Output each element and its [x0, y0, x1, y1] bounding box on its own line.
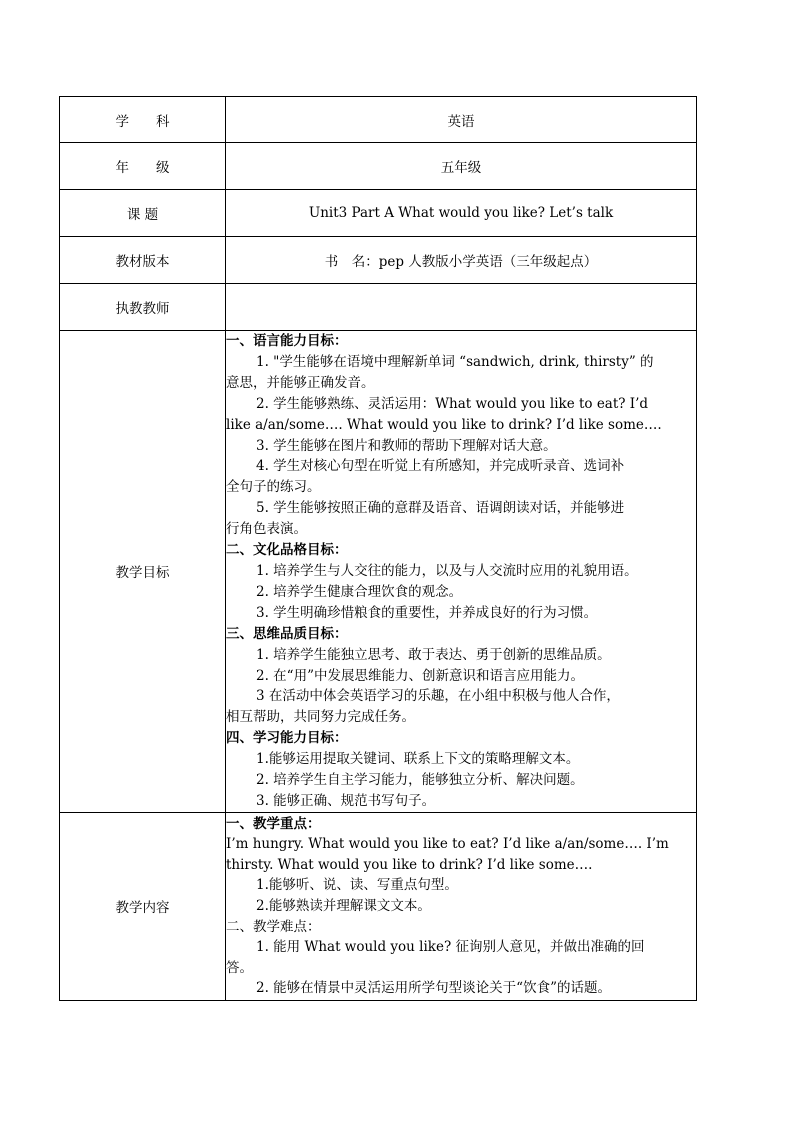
- objective-line: 全句子的练习。: [226, 479, 321, 496]
- objective-line: 3. 学生明确珍惜粮食的重要性，并养成良好的行为习惯。: [256, 604, 598, 621]
- content-line: 2.能够熟读并理解课文文本。: [256, 898, 431, 915]
- objective-line: 3. 学生能够在图片和教师的帮助下理解对话大意。: [256, 437, 557, 454]
- teacher-value: [226, 284, 697, 331]
- objectives-row: [60, 331, 697, 813]
- grade-row: [60, 143, 697, 190]
- content-heading-difficulties: 二、教学难点：: [226, 918, 321, 935]
- objective-line: 3 在活动中体会英语学习的乐趣，在小组中积极与他人合作，: [256, 688, 620, 705]
- objective-heading-language: 一、语言能力目标：: [226, 333, 348, 349]
- objective-line: 4. 学生对核心句型在听觉上有所感知，并完成听录音、选词补: [256, 458, 625, 475]
- grade-value: 五年级: [226, 143, 697, 190]
- objective-line: 相互帮助，共同努力完成任务。: [226, 709, 415, 726]
- content-line: 1. 能用 What would you like? 征询别人意见，并做出准确的回: [256, 939, 645, 956]
- content-line: thirsty. What would you like to drink? I’d like some….: [226, 856, 593, 873]
- objective-line: 2. 在“用”中发展思维能力、创新意识和语言应用能力。: [256, 667, 584, 684]
- objective-heading-thinking: 三、思维品质目标：: [226, 625, 348, 642]
- objective-heading-learning: 四、学习能力目标：: [226, 730, 348, 747]
- topic-label: 课 题: [60, 190, 226, 237]
- content-line: I’m hungry. What would you like to eat? I’d like a/an/some…. I’m: [226, 836, 669, 853]
- textbook-value: 书 名：pep 人教版小学英语（三年级起点）: [226, 237, 697, 284]
- content-line: 答。: [226, 959, 253, 976]
- objective-line: 5. 学生能够按照正确的意群及语音、语调朗读对话，并能够进: [256, 500, 625, 517]
- textbook-row: [60, 237, 697, 284]
- textbook-label: 教材版本: [60, 237, 226, 284]
- objective-line: 2. 培养学生健康合理饮食的观念。: [256, 583, 463, 600]
- objective-line: 2. 学生能够熟练、灵活运用：What would you like to eat? I’d: [256, 395, 649, 412]
- teacher-label: 执教教师: [60, 284, 226, 331]
- subject-value: 英语: [226, 97, 697, 143]
- content-body: [226, 812, 697, 1000]
- content-line: 2. 能够在情景中灵活运用所学句型谈论关于“饮食”的话题。: [256, 980, 611, 997]
- content-row: [60, 812, 697, 1000]
- subject-label: 学 科: [60, 97, 226, 143]
- objective-line: 1. 培养学生能独立思考、敢于表达、勇于创新的思维品质。: [256, 646, 611, 663]
- objective-line: 1. "学生能够在语境中理解新单词 “sandwich, drink, thirsty” 的: [256, 353, 654, 370]
- objective-line: 行角色表演。: [226, 521, 307, 538]
- objective-line: 2. 培养学生自主学习能力，能够独立分析、解决问题。: [256, 772, 584, 789]
- objectives-body: [226, 331, 697, 813]
- objective-heading-culture: 二、文化品格目标：: [226, 542, 348, 559]
- content-heading-key-points: 一、教学重点：: [226, 815, 321, 832]
- grade-label: 年 级: [60, 143, 226, 190]
- teacher-row: [60, 284, 697, 331]
- objective-line: 意思，并能够正确发音。: [226, 374, 375, 391]
- content-line: 1.能够听、说、读、写重点句型。: [256, 877, 458, 894]
- objective-line: like a/an/some…. What would you like to drink? I’d like some….: [226, 416, 662, 433]
- content-label: 教学内容: [60, 812, 226, 1000]
- topic-value: Unit3 Part A What would you like? Let’s talk: [226, 190, 697, 237]
- objective-line: 1. 培养学生与人交往的能力，以及与人交流时应用的礼貌用语。: [256, 562, 638, 579]
- lesson-plan-table: [59, 96, 697, 1001]
- topic-row: [60, 190, 697, 237]
- objective-line: 3. 能够正确、规范书写句子。: [256, 792, 436, 809]
- objective-line: 1.能够运用提取关键词、联系上下文的策略理解文本。: [256, 751, 580, 768]
- subject-row: [60, 97, 697, 143]
- objectives-label: 教学目标: [60, 331, 226, 813]
